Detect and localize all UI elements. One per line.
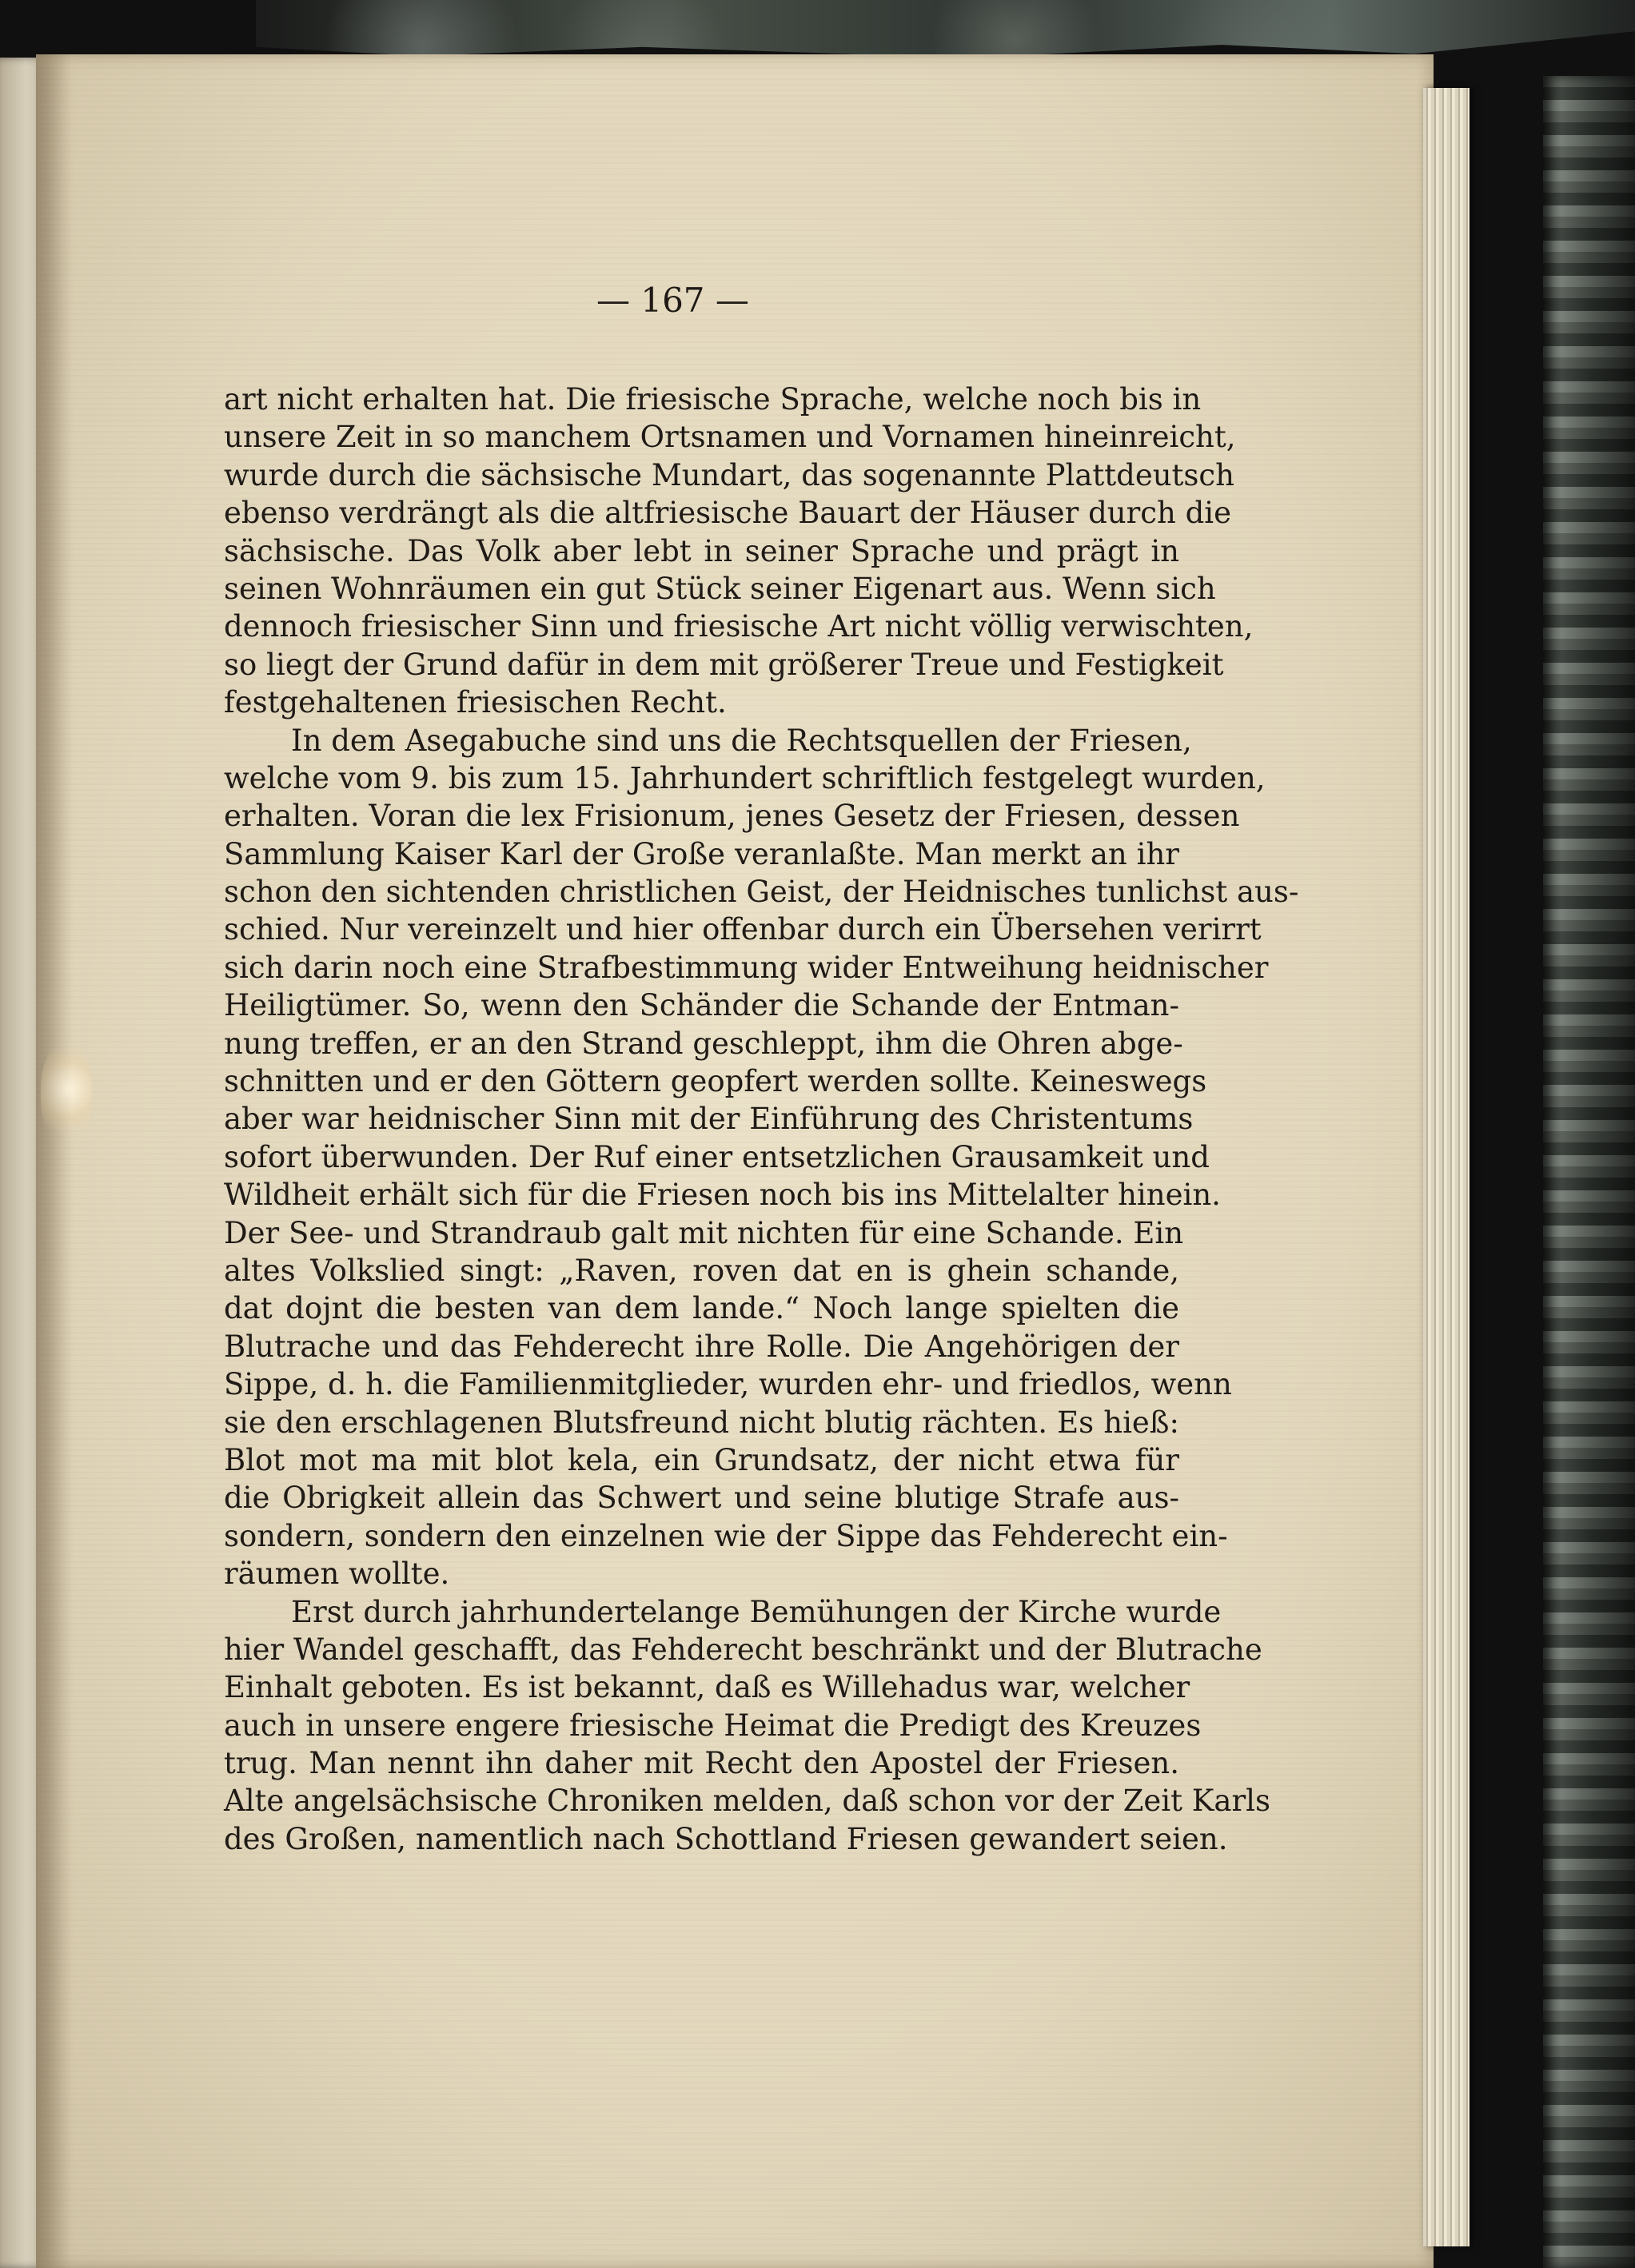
text-line-16: sich darin noch eine Strafbestimmung wider Entweihung heidnischer <box>224 950 1269 985</box>
text-line-6: seinen Wohnräumen ein gut Stück seiner Eigenart aus. Wenn sich <box>224 571 1216 606</box>
text-line-22: Wildheit erhält sich für die Friesen noch bis ins Mittelalter hinein. <box>224 1178 1221 1213</box>
paper-stain <box>41 1042 92 1146</box>
text-line-7: dennoch friesischer Sinn und friesische Art nicht völlig verwischten, <box>224 609 1254 644</box>
text-line-12: erhalten. Voran die lex Frisionum, jenes Gesetz der Friesen, dessen <box>224 799 1240 834</box>
text-line-25: dat dojnt die besten van dem lande.“ Noch lange spielten die <box>224 1291 1179 1326</box>
text-line-26: Blutrache und das Fehderecht ihre Rolle. Die Angehörigen der <box>224 1329 1179 1364</box>
text-line-33: Erst durch jahrhundertelange Bemühungen der Kirche wurde <box>291 1594 1222 1629</box>
marbled-book-cover-right <box>1543 76 1635 2268</box>
text-line-34: hier Wandel geschafft, das Fehderecht beschränkt und der Blutrache <box>224 1632 1262 1667</box>
text-line-21: sofort überwunden. Der Ruf einer entsetzlichen Grausamkeit und <box>224 1139 1210 1174</box>
text-line-1: art nicht erhalten hat. Die friesische Sprache, welche noch bis in <box>224 382 1202 417</box>
text-line-38: Alte angelsächsische Chroniken melden, daß schon vor der Zeit Karls <box>224 1784 1270 1819</box>
text-line-14: schon den sichtenden christlichen Geist, der Heidnisches tunlichst aus- <box>224 875 1299 910</box>
text-line-11: welche vom 9. bis zum 15. Jahrhundert schriftlich festgelegt wurden, <box>224 760 1266 795</box>
book-page <box>36 54 1434 2268</box>
text-line-5: sächsische. Das Volk aber lebt in seiner Sprache und prägt in <box>224 533 1179 568</box>
text-line-18: nung treffen, er an den Strand geschleppt, ihm die Ohren abge- <box>224 1026 1183 1061</box>
text-line-36: auch in unsere engere friesische Heimat die Predigt des Kreuzes <box>224 1708 1202 1743</box>
text-line-30: die Obrigkeit allein das Schwert und seine blutige Strafe aus- <box>224 1481 1179 1516</box>
text-line-15: schied. Nur vereinzelt und hier offenbar durch ein Übersehen verirrt <box>224 912 1262 947</box>
text-line-29: Blot mot ma mit blot kela, ein Grundsatz, der nicht etwa für <box>224 1442 1179 1477</box>
text-line-28: sie den erschlagenen Blutsfreund nicht blutig rächten. Es hieß: <box>224 1405 1179 1440</box>
text-line-20: aber war heidnischer Sinn mit der Einführung des Christentums <box>224 1102 1194 1137</box>
stacked-page-edges <box>1423 88 1470 2246</box>
text-line-39: des Großen, namentlich nach Schottland Friesen gewandert seien. <box>224 1821 1228 1856</box>
page-number: — 167 — <box>596 281 749 320</box>
text-line-24: altes Volkslied singt: „Raven, roven dat en is ghein schande, <box>224 1253 1179 1288</box>
text-line-32: räumen wollte. <box>224 1557 450 1592</box>
text-line-2: unsere Zeit in so manchem Ortsnamen und Vornamen hineinreicht, <box>224 420 1236 455</box>
text-line-23: Der See- und Strandraub galt mit nichten für eine Schande. Ein <box>224 1215 1184 1250</box>
text-line-3: wurde durch die sächsische Mundart, das sogenannte Plattdeutsch <box>224 457 1234 492</box>
text-line-31: sondern, sondern den einzelnen wie der Sippe das Fehderecht ein- <box>224 1518 1228 1553</box>
text-line-10: In dem Asegabuche sind uns die Rechtsquellen der Friesen, <box>291 723 1192 758</box>
text-line-17: Heiligtümer. So, wenn den Schänder die Schande der Entman- <box>224 988 1179 1023</box>
text-line-9: festgehaltenen friesischen Recht. <box>224 685 727 720</box>
page-text-block <box>224 381 1299 1955</box>
text-line-35: Einhalt geboten. Es ist bekannt, daß es Willehadus war, welcher <box>224 1670 1190 1705</box>
text-line-27: Sippe, d. h. die Familienmitglieder, wurden ehr- und friedlos, wenn <box>224 1367 1232 1402</box>
text-line-4: ebenso verdrängt als die altfriesische Bauart der Häuser durch die <box>224 496 1232 531</box>
text-line-13: Sammlung Kaiser Karl der Große veranlaßte. Man merkt an ihr <box>224 836 1179 871</box>
text-line-19: schnitten und er den Göttern geopfert werden sollte. Keineswegs <box>224 1064 1207 1099</box>
text-line-37: trug. Man nennt ihn daher mit Recht den Apostel der Friesen. <box>224 1746 1179 1781</box>
text-line-8: so liegt der Grund dafür in dem mit größerer Treue und Festigkeit <box>224 647 1224 682</box>
